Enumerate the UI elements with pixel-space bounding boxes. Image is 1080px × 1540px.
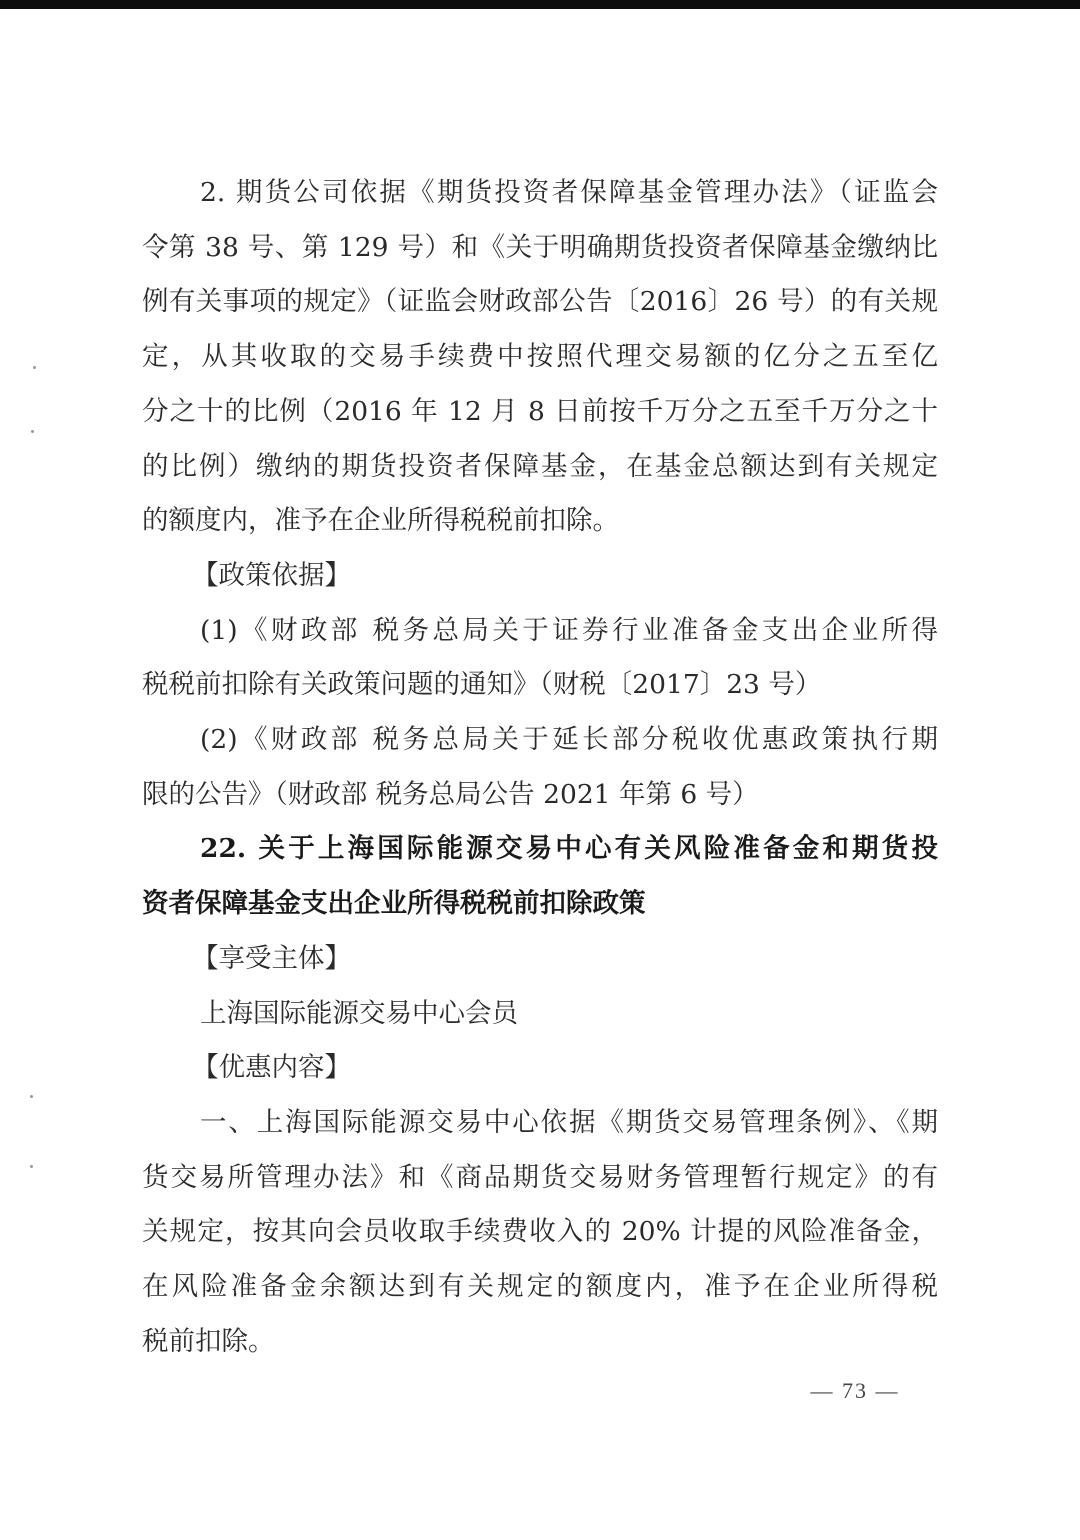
text-line: 在风险准备金余额达到有关规定的额度内，准予在企业所得税 [142,1271,938,1303]
policy-reference-2 [142,713,938,822]
text-line: 定，从其收取的交易手续费中按照代理交易额的亿分之五至亿 [142,341,938,373]
section-heading-beneficiary: 【享受主体】 [192,942,351,974]
paragraph-futures-company [142,166,938,549]
page-number: — 73 — [810,1378,900,1403]
text-line: 分之十的比例（2016 年 12 月 8 日前按千万分之五至千万分之十 [142,395,938,427]
scan-speck [33,366,36,369]
section-title-22 [142,822,938,931]
scan-top-edge [0,0,1080,9]
text-line: 的额度内，准予在企业所得税税前扣除。 [142,505,619,537]
beneficiary-text: 上海国际能源交易中心会员 [200,997,518,1029]
text-line: 资者保障基金支出企业所得税税前扣除政策 [142,888,646,920]
scan-speck [31,430,34,433]
text-line: 货交易所管理办法》和《商品期货交易财务管理暂行规定》的有 [142,1161,938,1193]
text-line: 税前扣除。 [142,1325,275,1357]
document-body [142,166,938,1369]
text-line: (1)《财政部 税务总局关于证券行业准备金支出企业所得 [200,614,938,646]
text-line: 关规定，按其向会员收取手续费收入的 20% 计提的风险准备金， [142,1216,938,1248]
section-heading-policy-basis: 【政策依据】 [192,559,351,591]
text-line: 税税前扣除有关政策问题的通知》（财税〔2017〕23 号） [142,669,822,701]
scan-speck [30,1165,33,1168]
text-line: 一、上海国际能源交易中心依据《期货交易管理条例》、《期 [200,1106,938,1138]
text-line: 例有关事项的规定》（证监会财政部公告〔2016〕26 号）的有关规 [142,286,938,318]
text-line: 令第 38 号、第 129 号）和《关于明确期货投资者保障基金缴纳比 [142,231,938,263]
text-line: 22. 关于上海国际能源交易中心有关风险准备金和期货投 [200,833,938,865]
text-line: (2)《财政部 税务总局关于延长部分税收优惠政策执行期 [200,724,938,756]
text-line: 的比例）缴纳的期货投资者保障基金，在基金总额达到有关规定 [142,450,938,482]
scan-speck [30,1095,33,1098]
text-line: 2. 期货公司依据《期货投资者保障基金管理办法》（证监会 [200,177,938,208]
policy-reference-1 [142,604,938,713]
section-heading-preferential-content: 【优惠内容】 [192,1052,351,1084]
paragraph-risk-reserve [142,1096,938,1370]
text-line: 限的公告》（财政部 税务总局公告 2021 年第 6 号） [142,778,759,810]
